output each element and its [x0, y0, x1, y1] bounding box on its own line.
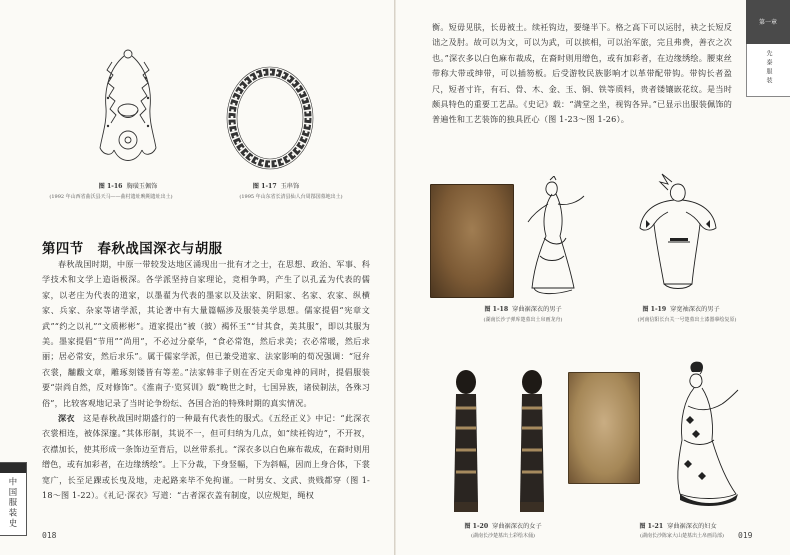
figure-caption-1-20 — [448, 522, 558, 531]
paragraph: 衡。短毋见肤，长毋被土。续衽钩边，要缝半下。格之高下可以运肘，袂之长短反诎之及肘。故可以为文，可以为武，可以摈相，可以治军旅，完且弗费，善衣之次也。”深衣多以白色麻布裁成，在裔时则用缯色，或有加彩者，在边缘绣绘。腰束丝带称大带或绅带，可以插笏板。后受游牧民族影响才以革带配带钩。带钩长者盈尺，短者寸许，有石、骨、木、金、玉、铜、铁等质料，贵者镂镶嵌花纹。是当时颇具特色的重要工艺品。《史记》载：“满堂之坐，视钩各异。”已显示出服装佩饰的普遍性和工艺装饰的独具匠心（图 1-23～图 1-26）。 — [432, 22, 732, 125]
figure-source-1-20: (湖南长沙楚墓出土彩绘木俑) — [471, 533, 535, 539]
figure-title: 玉串饰 — [280, 183, 300, 190]
silk-painting-photo-1-18 — [430, 184, 514, 298]
side-tab-bar — [0, 463, 26, 473]
side-tab — [0, 462, 27, 536]
figure-title: 穿曲裾深衣的女子 — [492, 523, 542, 530]
section-title: 第四节 春秋战国深衣与胡服 — [42, 242, 223, 257]
figure-title: 穿宽袖深衣的男子 — [670, 306, 720, 313]
figure-source-1-19: (河南信阳长台关一号楚墓出土漆器摹绘复原) — [637, 317, 737, 323]
figure-caption-1-16 — [80, 182, 176, 191]
paragraph-text: 这是春秋战国时期盛行的一种最有代表性的服式。《五经正义》中记：“此深衣衣裳相连，被体深邃。”其体形制，其说不一，但可归纳为几点，如“续衽钩边”，不开衩，衣襟加长，使其形成一条饰边至背后，以丝带系扎。“深衣多以白色麻布裁成，在裔时则用缯色，或有加彩者，在边缘绣绘”。上下分裁，下身竖幅，下为斜幅，因而上身合体，下裳宽广，长至足踝或长曳及地，走起路来毕不免拘谨。一时男女、文武、贵贱都穿（图 1-18～图 1-22）。《礼记·深衣》写道：“古者深衣盖有制度，以应规矩，绳权 — [42, 413, 371, 501]
term-heading: 深衣 — [58, 413, 75, 424]
figure-number: 图 1-18 — [484, 306, 509, 313]
figure-number: 图 1-21 — [639, 523, 664, 530]
right-body-text — [432, 20, 732, 128]
figure-title: 穿曲裾深衣的妇女 — [667, 523, 717, 530]
figure-title: 胸璜玉佩饰 — [126, 183, 158, 190]
figure-source-1-18: (湖南长沙子弹库楚墓出土帛画龙舟) — [483, 317, 563, 323]
chapter-tab-title-box — [746, 44, 790, 97]
page-number-left: 018 — [42, 531, 57, 540]
silk-painting-photo-1-21 — [568, 372, 640, 484]
figure-caption-1-19 — [626, 305, 736, 314]
man-in-wide-sleeve-robe-drawing-1-19 — [634, 172, 724, 296]
figure-caption-1-17 — [236, 182, 316, 191]
wooden-figurines-photo-1-20 — [446, 368, 554, 516]
chapter-tab-header — [746, 0, 790, 44]
page-number-right: 019 — [738, 531, 753, 540]
figure-source-1-16: (1992 年山西省曲沃县天马——曲村遗址晚期遗址出土) — [49, 194, 173, 200]
paragraph: 春秋战国时期，中原一带较发达地区涌现出一批有才之士，在思想、政治、军事、科学技术和文学上造诣极深。各学派坚持自家理论，竞相争鸣，产生了以孔孟为代表的儒家，以老庄为代表的道家，以墨翟为代表的墨家以及法家、阴阳家、名家、农家、纵横家、兵家、杂家等诸学派，其论著中有大量篇幅涉及服装美学思想。儒家提倡“宪章文武”“约之以礼”“文质彬彬”。道家提出“被（披）褐怀玉”“甘其食，美其服”，即以其服为美。墨家提倡“节用”“尚用”，不必过分豪华，“食必常饱，然后求美；衣必常暖，然后求丽；居必常安，然后求乐”。属于儒家学派，但已兼受道家、法家影响的荀况强调：“冠弁衣裳，黼黻文章，雕琢刻镂皆有等差。”法家韩非子则在否定天命鬼神的同时，提倡服装要“崇尚自然，反对修饰”。《淮南子·览冥训》载“晚世之时，七国异族，诸侯制法，各殊习俗”，比较客观地记录了当时论争纷纭、各国合治的特殊时期的真实情况。 — [42, 259, 370, 408]
figure-caption-1-18 — [468, 305, 578, 314]
woman-in-deep-robe-drawing-1-21 — [666, 360, 744, 510]
chapter-title: 先秦服装 — [765, 50, 772, 86]
figure-source-1-21: (湖南长沙陈家大山楚墓出土帛画局部) — [640, 533, 724, 539]
figure-source-1-17: (1995 年山东省长清县仙人台周鄀国墓地出土) — [239, 194, 343, 200]
figure-caption-1-21 — [618, 522, 738, 531]
figure-number: 图 1-17 — [252, 183, 277, 190]
man-in-deep-robe-drawing-1-18 — [522, 176, 588, 300]
chapter-tab — [746, 0, 790, 96]
figure-number: 图 1-20 — [464, 523, 489, 530]
figure-number: 图 1-19 — [642, 306, 667, 313]
left-body-text — [42, 257, 370, 504]
jade-necklace-illustration — [222, 62, 318, 174]
figure-title: 穿曲裾深衣的男子 — [512, 306, 562, 313]
right-page — [396, 0, 790, 555]
jade-pendant-illustration — [96, 48, 160, 176]
left-page — [0, 0, 394, 555]
figure-number: 图 1-16 — [98, 183, 123, 190]
side-tab-label: 中国服装史 — [8, 477, 18, 529]
chapter-number: 第一章 — [758, 18, 777, 26]
paragraph — [42, 411, 370, 503]
